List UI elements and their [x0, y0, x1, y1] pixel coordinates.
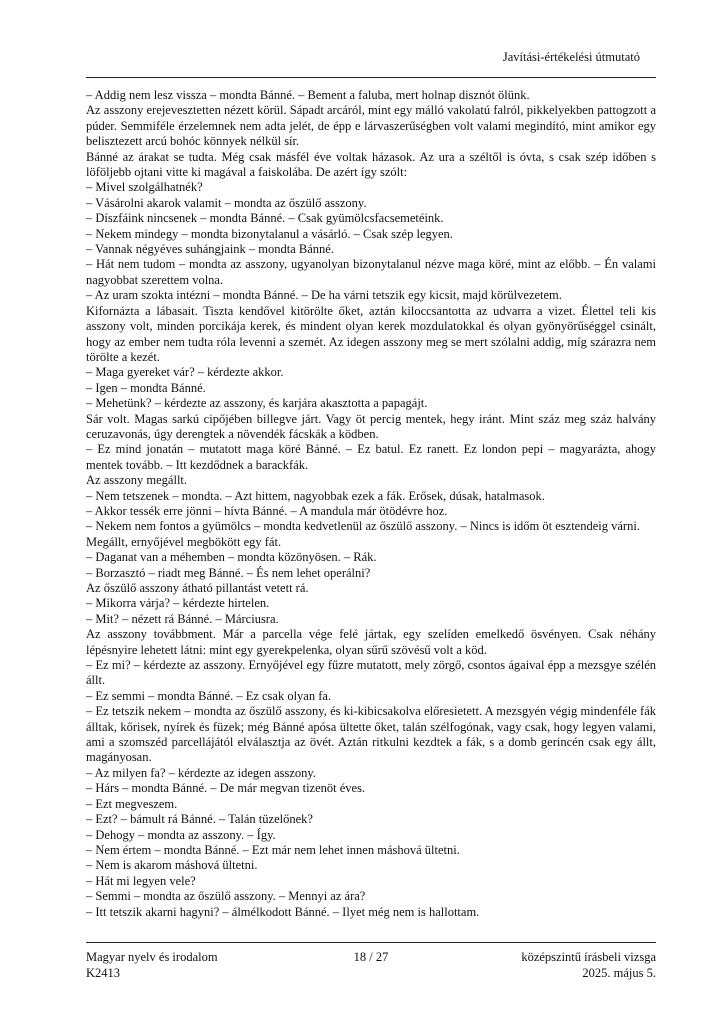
text-paragraph: – Mikorra várja? – kérdezte hirtelen.	[86, 596, 270, 611]
text-paragraph: – Vásárolni akarok valamit – mondta az őszülő asszony.	[86, 195, 367, 210]
text-paragraph: Az asszony továbbment. Már a parcella vége felé jártak, egy szelíden emelkedő ösvényen. Csak néhány lépésnyire lehetett látni: mint egy gyerekpelenka, olyan sűrű szövésű volt a köd.	[86, 627, 656, 657]
text-paragraph: – Nekem nem fontos a gyümölcs – mondta kedvetlenül az őszülő asszony. – Nincs is időm öt esztendeig várni.	[86, 519, 640, 534]
footer-code: K2413	[86, 965, 121, 980]
text-paragraph: – Nem értem – mondta Bánné. – Ezt már nem lehet innen máshová ültetni.	[86, 842, 460, 857]
footer-page-number: 18 / 27	[353, 950, 389, 964]
text-paragraph: – Ez mind jonatán – mutatott maga köré Bánné. – Ez batul. Ez ranett. Ez london pepi – magyarázta, ahogy mentek tovább. – Itt kezdődnek a barackfák.	[86, 442, 656, 472]
text-paragraph: – Ez tetszik nekem – mondta az őszülő asszony, és ki-kibicsakolva előresietett. A mezsgyén végig mindenféle fák álltak, kőrisek, nyírek és füzek; még Bánné apósa ültette őket, talán szélfogónak, vagy csak, hogy legyen valami, ami a szomszéd parcellájától elválasztja az övét. Aztán ritkulni kezdtek a fák, s a domb gerincén csak egy állt, magányosan.	[86, 704, 656, 765]
text-paragraph: – Addig nem lesz vissza – mondta Bánné. – Bement a faluba, mert holnap disznót ölünk.	[86, 88, 530, 102]
text-paragraph: Sár volt. Magas sarkú cipőjében billegve járt. Vagy öt percig mentek, hegy iránt. Mint száz meg száz halvány ceruzavonás, úgy derengtek a növendék fácskák a ködben.	[86, 411, 656, 441]
text-paragraph: – Hárs – mondta Bánné. – De már megvan tizenöt éves.	[86, 781, 366, 796]
text-paragraph: – Nem tetszenek – mondta. – Azt hittem, nagyobbak ezek a fák. Erősek, dúsak, hatalmasok.	[86, 488, 545, 503]
text-paragraph: Megállt, ernyőjével megbökött egy fát.	[86, 534, 282, 549]
text-paragraph: – Dehogy – mondta az asszony. – Így.	[86, 827, 276, 842]
text-paragraph: – Mit? – nézett rá Bánné. – Márciusra.	[86, 611, 279, 626]
text-paragraph: – Nem is akarom máshová ültetni.	[86, 858, 258, 873]
text-paragraph: – Mivel szolgálhatnék?	[86, 180, 203, 195]
footer-subject: Magyar nyelv és irodalom	[86, 950, 218, 964]
text-paragraph: – Hát mi legyen vele?	[86, 873, 196, 888]
footer-exam-level: középszintű írásbeli vizsga	[521, 950, 656, 964]
text-paragraph: – Vannak négyéves suhángjaink – mondta Bánné.	[86, 242, 334, 257]
text-paragraph: – Ez mi? – kérdezte az asszony. Ernyőjével egy fűzre mutatott, mely zörgő, csontos ágaival épp a mezsgye szélén állt.	[86, 658, 656, 688]
text-paragraph: – Ez semmi – mondta Bánné. – Ez csak olyan fa.	[86, 688, 332, 703]
text-paragraph: – Az milyen fa? – kérdezte az idegen asszony.	[86, 765, 316, 780]
text-paragraph: – Az uram szokta intézni – mondta Bánné. – De ha várni tetszik egy kicsit, majd körülvezetem.	[86, 288, 562, 303]
text-paragraph: – Mehetünk? – kérdezte az asszony, és karjára akasztotta a papagájt.	[86, 396, 428, 411]
text-paragraph: Bánné az árakat se tudta. Még csak másfél éve voltak házasok. Az ura a széltől is óvta, s csak szép időben s löföljebb ojtani vitte ki magával a faiskolába. De azért így szólt:	[86, 149, 656, 180]
text-paragraph: Kifornázta a lábasait. Tiszta kendővel kitörölte őket, aztán kiloccsantotta az udvarra a vizet. Élettel teli kis asszony volt, minden porcikája kerek, és mindent olyan kerek mozdulatokkal és olyan gyönyörűséggel csinált, hogy az ember nem tudta róla levenni a szemét. Az idegen asszony meg se mert szólalni addig, míg szárazra nem törölte a kezét.	[86, 303, 656, 364]
footer-date: 2025. május 5.	[582, 965, 656, 980]
text-paragraph: – Akkor tessék erre jönni – hívta Bánné. – A mandula már ötödévre hoz.	[86, 503, 448, 518]
footer-rule	[86, 942, 656, 943]
text-paragraph: Az asszony megállt.	[86, 473, 188, 488]
text-paragraph: – Itt tetszik akarni hagyni? – álmélkodott Bánné. – Ilyet még nem is hallottam.	[86, 904, 480, 919]
footer-right	[521, 950, 656, 981]
text-paragraph: – Díszfáink nincsenek – mondta Bánné. – Csak gyümölcsfacsemetéink.	[86, 211, 444, 226]
text-paragraph: – Ezt? – bámult rá Bánné. – Talán tüzelőnek?	[86, 812, 313, 827]
text-paragraph: – Maga gyereket vár? – kérdezte akkor.	[86, 365, 284, 380]
text-paragraph: Az asszony erejevesztetten nézett körül. Sápadt arcáról, mint egy málló vakolatú falról, pikkelyekben pattogzott a púder. Semmiféle érzelemnek nem adta jelét, de épp e lárvaszerűségben volt valami megindító, mint amikor egy belisztezett arcú bohóc könnyek nélkül sír.	[86, 103, 656, 149]
text-paragraph: – Semmi – mondta az őszülő asszony. – Mennyi az ára?	[86, 889, 366, 904]
document-body	[86, 88, 656, 920]
text-paragraph: – Igen – mondta Bánné.	[86, 380, 206, 395]
text-paragraph: Az őszülő asszony átható pillantást vetett rá.	[86, 581, 309, 595]
document-header-title: Javítási-értékelési útmutató	[502, 50, 640, 64]
text-paragraph: – Ezt megveszem.	[86, 796, 178, 811]
text-paragraph: – Borzasztó – riadt meg Bánné. – És nem lehet operálni?	[86, 565, 371, 580]
header-rule	[86, 77, 656, 78]
text-paragraph: – Daganat van a méhemben – mondta közönyösen. – Rák.	[86, 550, 377, 565]
text-paragraph: – Hát nem tudom – mondta az asszony, ugyanolyan bizonytalanul nézve maga köré, mint az előbb. – Én valami nagyobbat szerettem volna.	[86, 257, 656, 287]
text-paragraph: – Nekem mindegy – mondta bizonytalanul a vásárló. – Csak szép legyen.	[86, 226, 453, 241]
